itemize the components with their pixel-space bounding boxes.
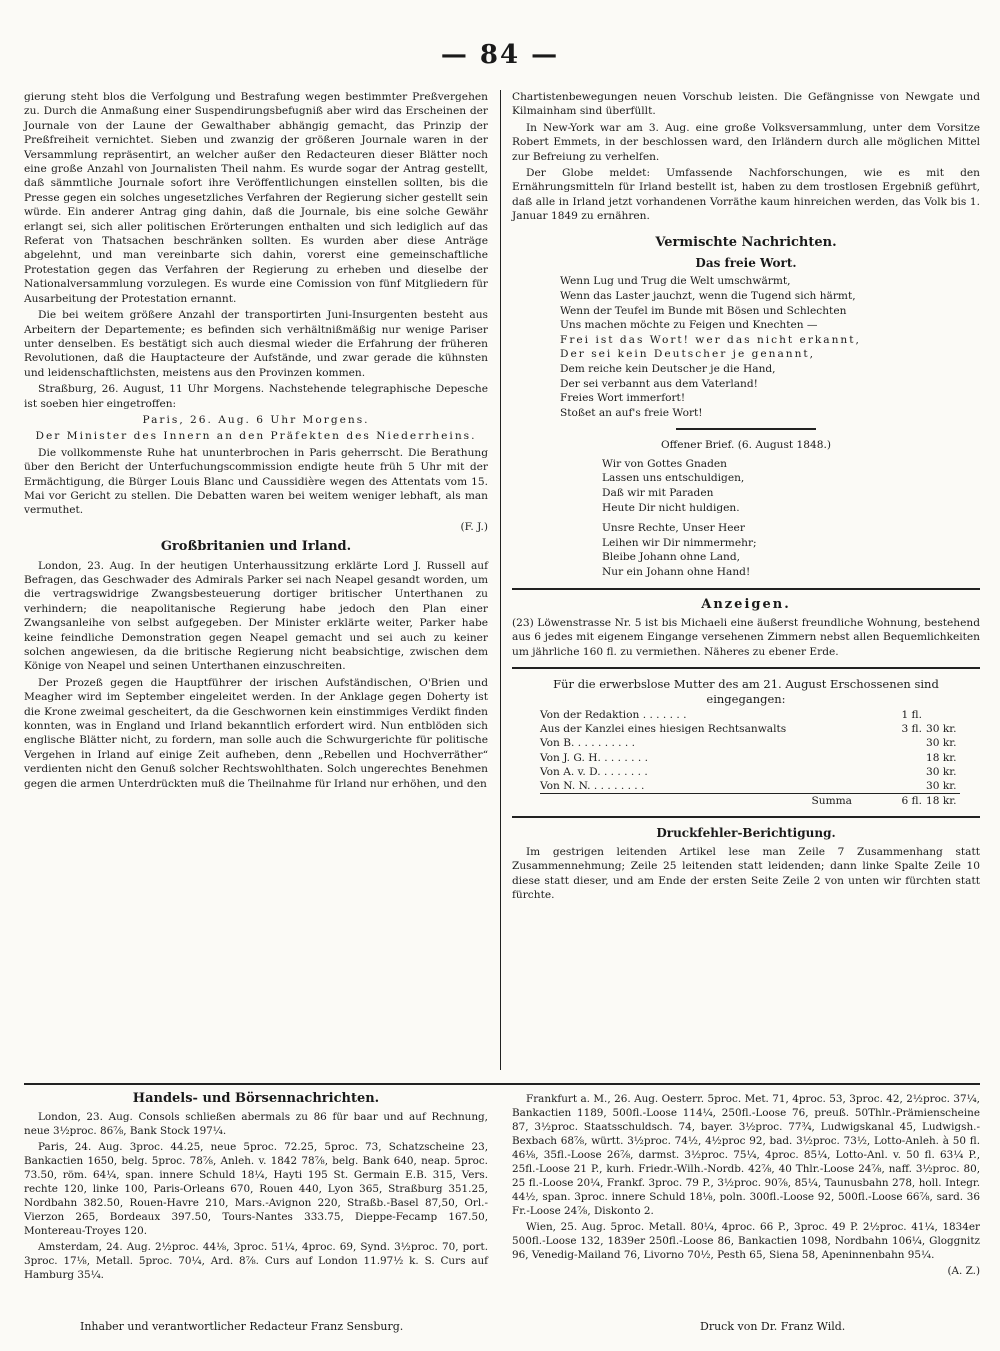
poem-line: Stoßet an auf's freie Wort! <box>560 406 703 419</box>
paragraph: Die bei weitem größere Anzahl der transportirten Juni-Insurgenten besteht aus Arbeitern der Departemente; es befinden sich verhältnißmäßig nur wenige Pariser unter denselben. Es bestätigt sich auch diesmal wieder die Erfahrung der früheren Revolutionen, daß die Hauptacteure der Aufstände, und zwar gerade die kühnsten und leidenschaftlichsten, meistens aus den Provinzen kommen. <box>24 309 488 379</box>
signature: (F. J.) <box>460 520 488 533</box>
paragraph: London, 23. Aug. In der heutigen Unterhaussitzung erklärte Lord J. Russell auf Befragen, das Geschwader des Admirals Parker sei nach Neapel gesandt worden, um die vertragswidrige Zwangsbesteuerung dortiger britischer Unterthanen zu verhindern; die neapolitanische Regierung habe jedoch den Plan einer Zwangsanleihe von selbst aufgegeben. Der Minister erklärte weiter, Parker habe keine feindliche Demonstration gegen Neapel gemacht und sei auch zu keiner solchen angewiesen, da die britische Regierung nicht beabsichtige, zwischen dem Könige von Neapel und seinen Unterthanen einzuschreiten. <box>24 559 488 673</box>
poem-line: Unsre Rechte, Unser Heer <box>602 522 745 535</box>
advertisement: (23) Löwenstrasse Nr. 5 ist bis Michaeli eine äußerst freundliche Wohnung, bestehend aus 6 jedes mit eigenem Eingange versehenen Zimmern nebst allen Bequemlichkeiten um jährliche 160 fl. zu vermiethen. Näheres zu ebener Erde. <box>512 616 980 658</box>
poem-line: Bleibe Johann ohne Land, <box>602 551 741 564</box>
divider <box>512 588 980 590</box>
poem-line: Wir von Gottes Gnaden <box>602 457 727 470</box>
poem-line: Leihen wir Dir nimmermehr; <box>602 536 757 549</box>
divider <box>676 428 816 430</box>
section-heading: Druckfehler-Berichtigung. <box>656 826 836 841</box>
dateline: Paris, 26. Aug. 6 Uhr Morgens. <box>142 413 370 426</box>
table-row: Von B. . . . . . . . . . 30 kr. <box>540 737 957 750</box>
table-row: Von N. N. . . . . . . . . 30 kr. <box>540 780 957 793</box>
poem-line: Wenn Lug und Trug die Welt umschwärmt, <box>560 275 791 288</box>
section-heading: Vermischte Nachrichten. <box>655 234 837 250</box>
donation-heading: Für die erwerbslose Mutter des am 21. August Erschossenen sind eingegangen: <box>553 677 939 706</box>
paragraph: In New-York war am 3. Aug. eine große Volksversammlung, unter dem Vorsitze Robert Emmets, in der beschlossen ward, den Irländern durch alle möglichen Mittel zur Befreiung zu verhelfen. <box>512 121 980 163</box>
right-column <box>512 90 980 904</box>
poem-title: Das freie Wort. <box>695 256 797 271</box>
poem-line: Heute Dir nicht huldigen. <box>602 501 740 514</box>
section-heading: Anzeigen. <box>701 596 791 612</box>
errata-text: Im gestrigen leitenden Artikel lese man Zeile 7 Zusammenhang statt Zusammennehmung; Zeile 25 leitenden statt leidenden; dann linke Spalte Zeile 10 diese statt dieser, und am Ende der ersten Seite Zeile 2 von unten wir fürchten statt fürchte. <box>512 845 980 902</box>
poem-line: Wenn das Laster jauchzt, wenn die Tugend sich härmt, <box>560 290 856 303</box>
letter-title: Offener Brief. (6. August 1848.) <box>661 439 831 452</box>
divider <box>24 1083 980 1085</box>
poem <box>602 457 980 580</box>
table-row: Von A. v. D. . . . . . . . 30 kr. <box>540 765 957 778</box>
paragraph: Chartistenbewegungen neuen Vorschub leisten. Die Gefängnisse von Newgate und Kilmainham sind überfüllt. <box>512 91 980 118</box>
sum-row: Summa 6 fl. 18 kr. <box>540 794 960 809</box>
table-row: Von J. G. H. . . . . . . . 18 kr. <box>540 751 957 764</box>
poem-line: Dem reiche kein Deutscher je die Hand, <box>560 363 776 376</box>
market-news-right <box>512 1092 980 1280</box>
market-paragraph: London, 23. Aug. Consols schließen abermals zu 86 für baar und auf Rechnung, neue 3½proc. 86⅞, Bank Stock 197¼. <box>24 1111 488 1137</box>
column-divider <box>500 90 501 1070</box>
market-paragraph: Amsterdam, 24. Aug. 2½proc. 44⅛, 3proc. 51¼, 4proc. 69, Synd. 3½proc. 70, port. 3proc. 17⅛, Metall. 5proc. 70¼, Ard. 8⅞. Curs auf London 11.97½ k. S. Curs auf Hamburg 35¼. <box>24 1241 488 1281</box>
section-heading: Großbritanien und Irland. <box>160 539 352 555</box>
page-number: — 84 — <box>440 40 560 70</box>
poem-line: Nur ein Johann ohne Hand! <box>602 565 751 578</box>
left-column <box>24 90 488 793</box>
divider <box>512 667 980 669</box>
paragraph: Straßburg, 26. August, 11 Uhr Morgens. Nachstehende telegraphische Depesche ist soeben hier eingetroffen: <box>24 383 488 410</box>
dispatch-title: Der Minister des Innern an den Präfekten des Niederrheins. <box>35 430 477 443</box>
paragraph: Die vollkommenste Ruhe hat ununterbrochen in Paris geherrscht. Die Berathung über den Bericht der Unterfuchungscommission endigte heute früh 5 Uhr mit der Ermächtigung, die Bürger Louis Blanc und Caussidière wegen des Attentats vom 15. Mai vor Gericht zu stellen. Die Debatten waren bei weitem weniger lebhaft, als man vermuthet. <box>24 446 488 517</box>
donation-table <box>540 708 960 808</box>
poem <box>560 274 980 420</box>
paragraph: Der Globe meldet: Umfassende Nachforschungen, wie es mit den Ernährungsmitteln für Irland bestellt ist, haben zu dem trostlosen Ergebniß geführt, daß alle in Irland jetzt vorhandenen Vorräthe kaum hinreichen werden, das Volk bis 1. Januar 1849 zu ernähren. <box>512 167 980 223</box>
poem-line: Wenn der Teufel im Bunde mit Bösen und Schlechten <box>560 304 847 317</box>
poem-line: Der sei verbannt aus dem Vaterland! <box>560 377 758 390</box>
paragraph: Der Prozeß gegen die Hauptführer der irischen Aufständischen, O'Brien und Meagher wird im September eingeleitet werden. In der Anklage gegen Doherty ist die Krone zweimal gescheitert, da die Geschwornen kein einstimmiges Verdikt finden konnten, was in England und Irland bekanntlich erfordert wird. Nun entblöden sich englische Blätter nicht, zu fordern, man solle auch die Schwurgerichte für politische Vergehen in Irland auf einige Zeit aufheben, denn „Rebellen und Hochverräther“ verdienten nicht den Genuß solcher Rechtswohlthaten. Solch ungerechtes Benehmen gegen die armen Unterdrückten muß die Theilnahme für Irland nur erhöhen, und den <box>24 676 488 790</box>
divider <box>512 816 980 818</box>
market-paragraph: Paris, 24. Aug. 3proc. 44.25, neue 5proc. 72.25, 5proc. 73, Schatzscheine 23, Bankactien 1650, belg. 5proc. 78⅞, Anleh. v. 1842 78⅞, belg. Bank 640, neap. 5proc. 73.50, röm. 64¼, span. innere Schuld 18¼, Hayti 195 St. Germain E.B. 315, Vers. rechte 120, linke 100, Paris-Orleans 670, Rouen 440, Lyon 365, Straßburg 351.25, Nordbahn 382.50, Rouen-Havre 210, Mars.-Avignon 220, Straßb.-Basel 87,50, Orl.-Vierzon 265, Bordeaux 397.50, Tours-Nantes 333.75, Dieppe-Fecamp 167.50, Montereau-Troyes 120. <box>24 1141 488 1237</box>
market-news-left <box>24 1092 488 1284</box>
market-paragraph: Frankfurt a. M., 26. Aug. Oesterr. 5proc. Met. 71, 4proc. 53, 3proc. 42, 2½proc. 37¼, Bankactien 1189, 500fl.-Loose 114¼, 250fl.-Loose 76, preuß. 50Thlr.-Prämienscheine 87, 3½proc. Staatsschuldsch. 74, bayer. 3½proc. 77¾, Ludwigskanal 45, Ludwigsh.-Bexbach 68⅞, württ. 3½proc. 74½, 4½proc 92, bad. 3½proc. 73½, Lotto-Anleh. à 50 fl. 46⅛, 35fl.-Loose 26⅞, darmst. 3½proc. 75¼, 4proc. 85¼, Lotto-Anl. v. 50 fl. 63¼ P., 25fl.-Loose 21 P., kurh. Friedr.-Wilh.-Nordb. 42⅞, 40 Thlr.-Loose 24⅞, naff. 3½proc. 80, 25 fl.-Loose 20¼, Frankf. 3proc. 79 P., 3½proc. 90⅞, 85¼, Taunusbahn 278, holl. Integr. 44½, span. 3proc. innere Schuld 18⅛, poln. 300fl.-Loose 92, 500fl.-Loose 66⅞, sard. 36 Fr.-Loose 24⅞, Diskonto 2. <box>512 1093 980 1217</box>
editor-line: Inhaber und verantwortlicher Redacteur Franz Sensburg. <box>80 1320 404 1333</box>
table-row: Aus der Kanzlei eines hiesigen Rechtsanwalts 3 fl. 30 kr. <box>540 723 957 736</box>
section-heading: Handels- und Börsennachrichten. <box>132 1091 380 1106</box>
poem-line: Freies Wort immerfort! <box>560 392 686 405</box>
poem-line: Der sei kein Deutscher je genannt, <box>560 348 816 361</box>
printer-line: Druck von Dr. Franz Wild. <box>700 1320 846 1333</box>
poem-line: Lassen uns entschuldigen, <box>602 472 745 485</box>
signature: (A. Z.) <box>947 1265 980 1277</box>
poem-line: Uns machen möchte zu Feigen und Knechten — <box>560 319 818 332</box>
market-paragraph: Wien, 25. Aug. 5proc. Metall. 80¼, 4proc. 66 P., 3proc. 49 P. 2½proc. 41¼, 1834er 500fl.-Loose 132, 1839er 250fl.-Loose 86, Bankactien 1098, Nordbahn 106¼, Gloggnitz 96, Venedig-Mailand 76, Livorno 70½, Pesth 65, Siena 58, Apeninnenbahn 95¼. <box>512 1221 980 1261</box>
poem-line: Frei ist das Wort! wer das nicht erkannt, <box>560 333 861 346</box>
poem-line: Daß wir mit Paraden <box>602 487 714 499</box>
table-row: Von der Redaktion . . . . . . . 1 fl. <box>540 709 922 721</box>
paragraph: gierung steht blos die Verfolgung und Bestrafung wegen bestimmter Preßvergehen zu. Durch die Anmaßung einer Suspendirungsbefugniß aber wird das Erscheinen der Journale von der Laune der Gewalthaber abhängig gemacht, das Prinzip der Preßfreiheit vernichtet. Sieben und zwanzig der größeren Journale waren in der Versammlung repräsentirt, an welcher außer den Redacteuren dieser Blätter noch eine große Anzahl von Journalisten Theil nahm. Es wurde sogar der Antrag gestellt, daß sämmtliche Journale sofort ihre Veröffentlichungen einstellen sollten, bis die Presse gegen ein solches ungesetzliches Verfahren der Regierung sicher gestellt sein würde. Ein anderer Antrag ging dahin, daß die Journale, bis eine solche Gewähr erlangt sei, sich aller politischen Erörterungen enthalten und sich lediglich auf das Referat von Thatsachen beschränken sollten. Es wurden aber diese Anträge abgelehnt, und man vereinbarte sich dahin, vorerst eine gemeinschaftliche Protestation gegen das Verfahren der Regierung zu erheben und dieselbe der Nationalversammlung vorzulegen. Es wurde eine Comission von fünf Mitgliedern für Ausarbeitung der Protestation ernannt. <box>24 91 488 305</box>
